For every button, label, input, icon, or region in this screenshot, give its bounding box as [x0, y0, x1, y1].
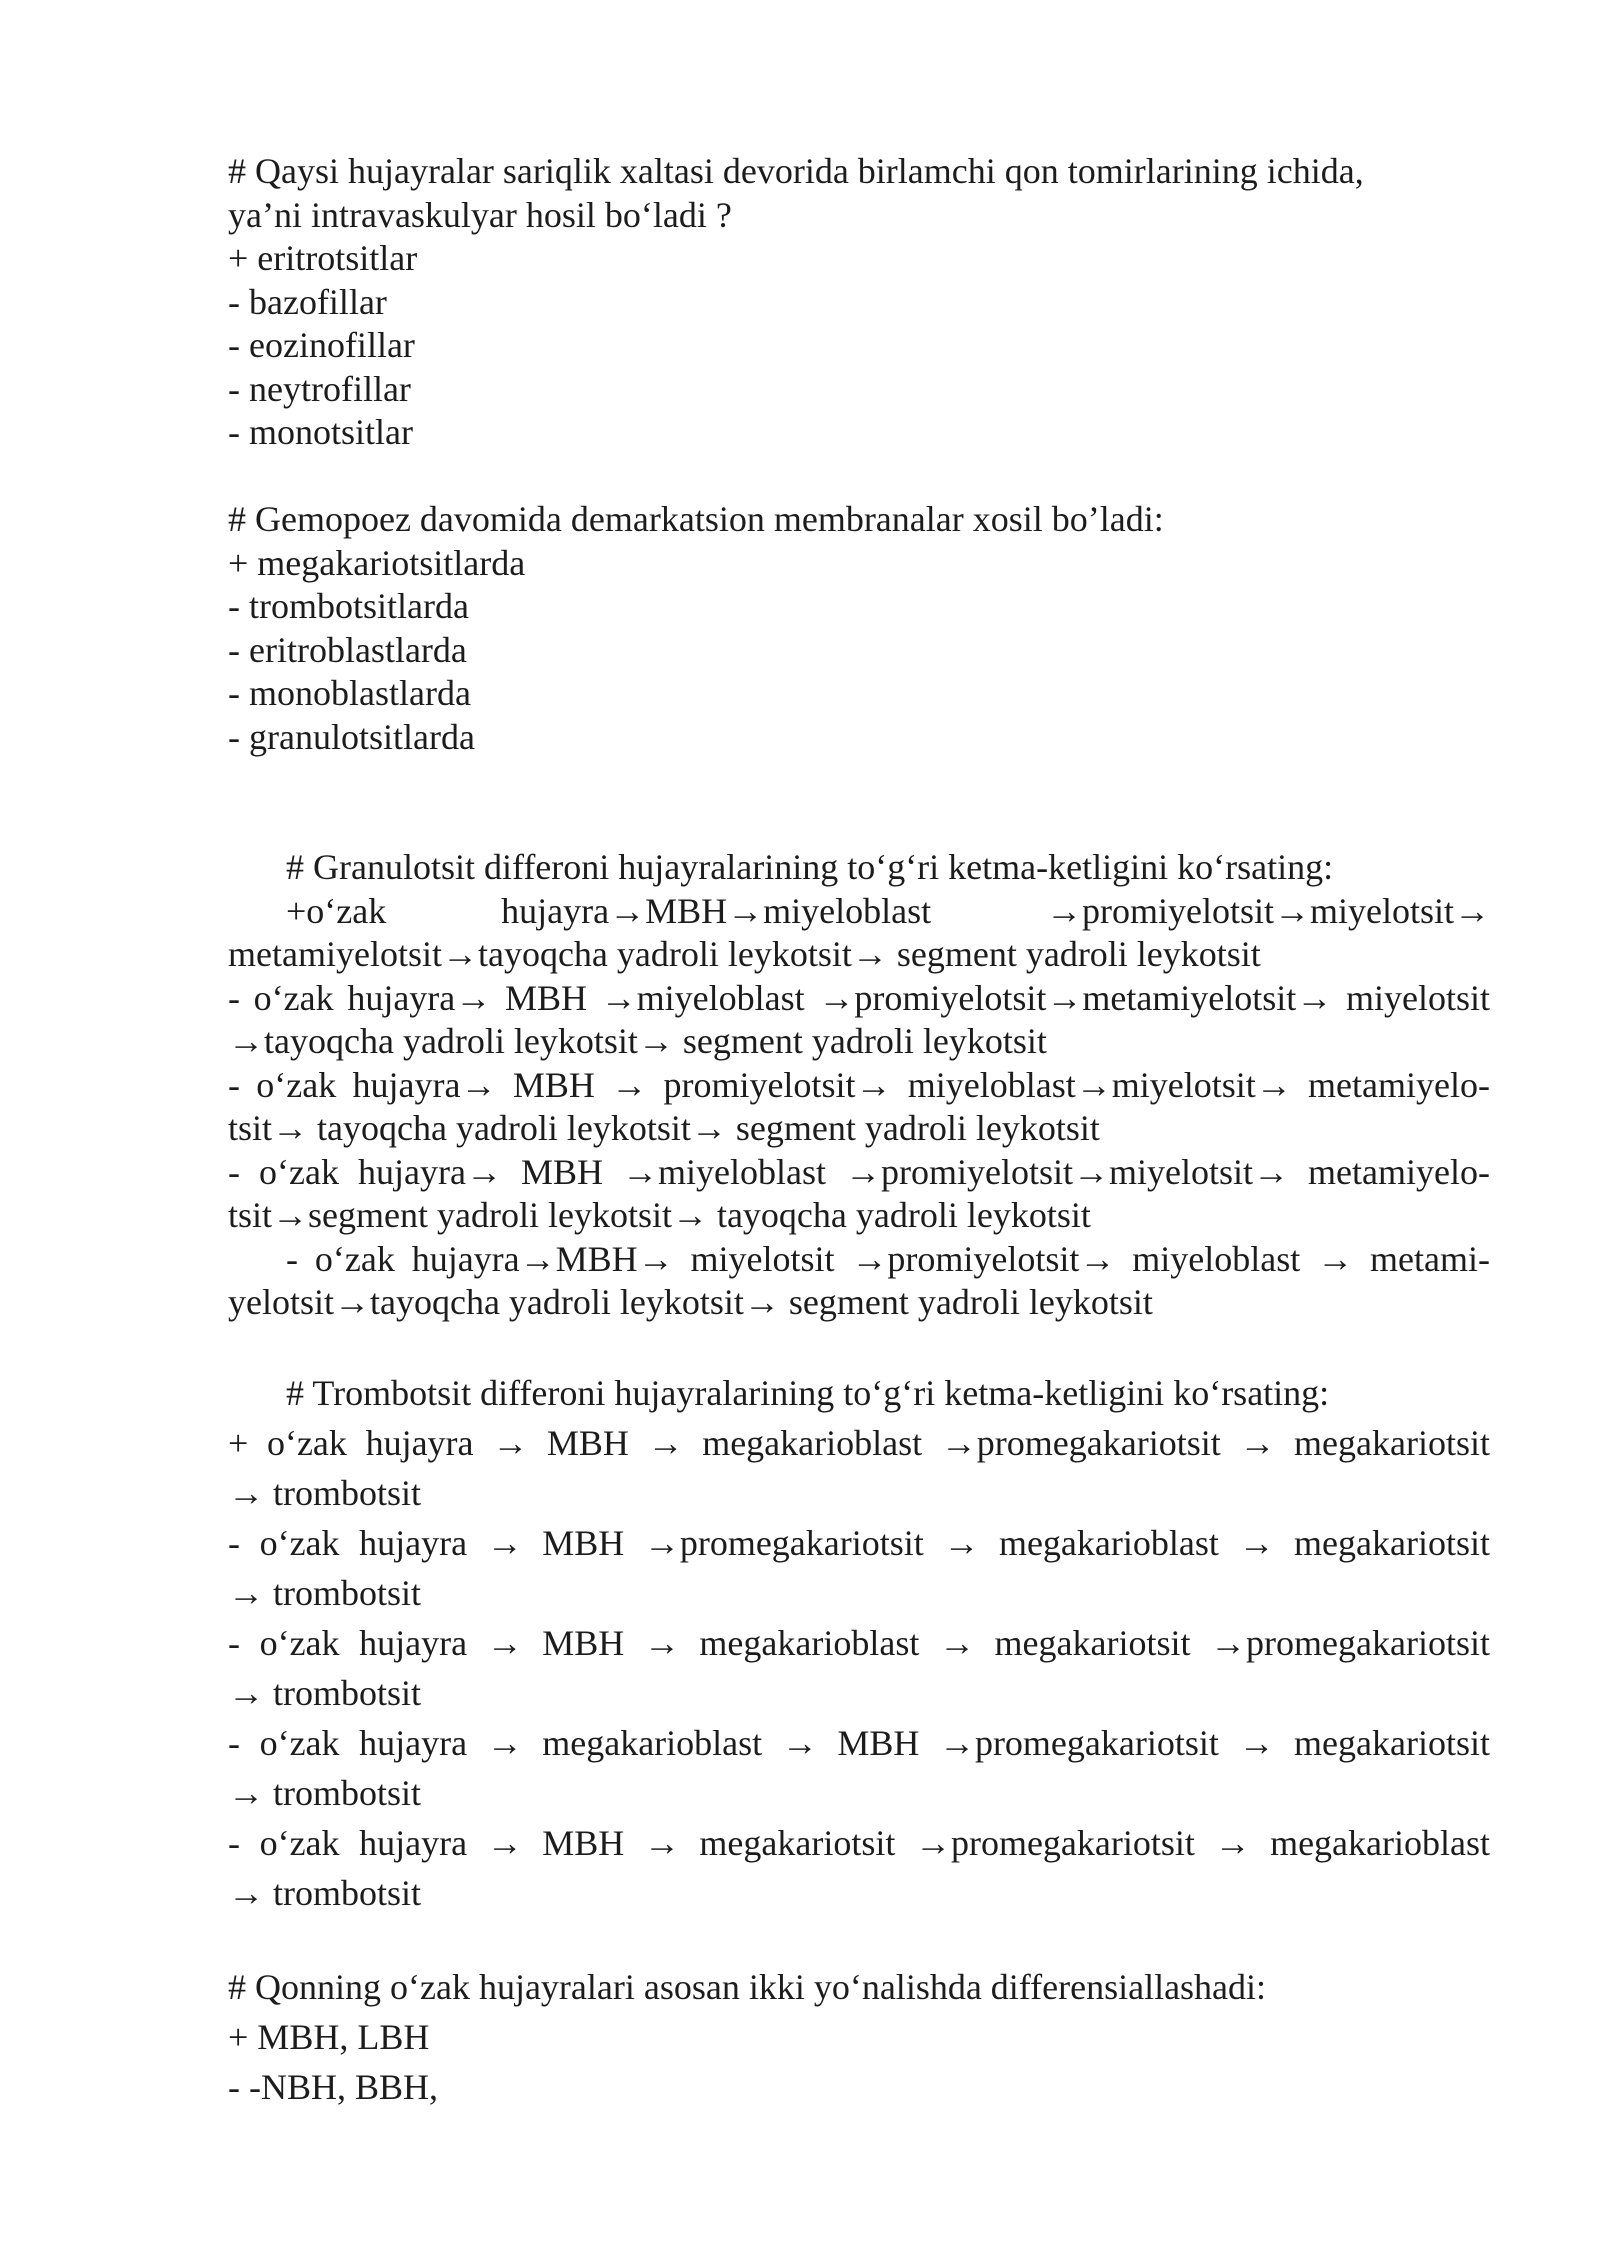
question-5	[228, 1962, 1490, 2112]
answer-correct: + o‘zak hujayra → MBH → megakarioblast →promegakariotsit → megakariotsit	[228, 1423, 1490, 1463]
answer-correct: + eritrotsitlar	[228, 238, 418, 278]
answer-correct-cont: → trombotsit	[228, 1473, 422, 1513]
answer-option: - o‘zak hujayra→MBH→ miyelotsit →promiyelotsit→ miyeloblast → metami-	[286, 1238, 1490, 1279]
answer-option-cont: → trombotsit	[228, 1773, 422, 1813]
answer-option-cont: yelotsit→tayoqcha yadroli leykotsit→ segment yadroli leykotsit	[228, 1282, 1153, 1322]
answer-option: - eozinofillar	[228, 325, 415, 365]
answer-correct: +o‘zak hujayra→MBH→miyeloblast →promiyelotsit→miyelotsit→	[286, 890, 1490, 931]
answer-option: - o‘zak hujayra→ MBH →miyeloblast →promiyelotsit→miyelotsit→ metamiyelo-	[228, 1151, 1490, 1192]
answer-option: - monoblastlarda	[228, 673, 471, 713]
answer-option-cont: → trombotsit	[228, 1673, 422, 1713]
question-2	[228, 498, 1490, 759]
document-body	[228, 150, 1490, 2155]
question-1	[228, 150, 1490, 455]
answer-option: - neytrofillar	[228, 368, 411, 409]
answer-option: - o‘zak hujayra→ MBH →miyeloblast →promiyelotsit→metamiyelotsit→ miyelotsit	[228, 977, 1490, 1018]
answer-option-cont: →tayoqcha yadroli leykotsit→ segment yadroli leykotsit	[228, 1021, 1047, 1061]
answer-option: - eritroblastlarda	[228, 629, 467, 670]
answer-option-cont: → trombotsit	[228, 1573, 422, 1613]
answer-option: - trombotsitlarda	[228, 586, 469, 626]
answer-correct: + MBH, LBH	[228, 2016, 430, 2057]
question-1-text-cont: ya’ni intravaskulyar hosil bo‘ladi ?	[228, 194, 732, 235]
answer-option: - granulotsitlarda	[228, 716, 475, 757]
question-4	[228, 1368, 1490, 1918]
answer-correct: + megakariotsitlarda	[228, 542, 526, 583]
answer-option: - o‘zak hujayra → megakarioblast → MBH →promegakariotsit → megakariotsit	[228, 1723, 1490, 1763]
question-1-text: # Qaysi hujayralar sariqlik xaltasi devorida birlamchi qon tomirlarining ichida,	[228, 151, 1364, 191]
answer-option: - o‘zak hujayra → MBH → megakarioblast → megakariotsit →promegakariotsit	[228, 1623, 1490, 1663]
question-3-text: # Granulotsit differoni hujayralarining to‘g‘ri ketma-ketligini ko‘rsating:	[286, 847, 1334, 887]
answer-option: - monotsitlar	[228, 412, 413, 452]
question-2-text: # Gemopoez davomida demarkatsion membranalar xosil bo’ladi:	[228, 499, 1164, 539]
answer-option-cont: tsit→ tayoqcha yadroli leykotsit→ segment yadroli leykotsit	[228, 1108, 1100, 1148]
answer-option: - o‘zak hujayra → MBH → megakariotsit →promegakariotsit → megakarioblast	[228, 1823, 1490, 1863]
question-5-text: # Qonning o‘zak hujayralari asosan ikki yo‘nalishda differensiallashadi:	[228, 1966, 1267, 2007]
answer-option-cont: → trombotsit	[228, 1873, 422, 1913]
answer-option: - -NBH, BBH,	[228, 2066, 439, 2107]
answer-option: - o‘zak hujayra→ MBH → promiyelotsit→ miyeloblast→miyelotsit→ metamiyelo-	[228, 1064, 1490, 1105]
answer-option-cont: tsit→segment yadroli leykotsit→ tayoqcha yadroli leykotsit	[228, 1195, 1091, 1235]
answer-correct-cont: metamiyelotsit→tayoqcha yadroli leykotsit→ segment yadroli leykotsit	[228, 934, 1261, 974]
answer-option: - o‘zak hujayra → MBH →promegakariotsit → megakarioblast → megakariotsit	[228, 1523, 1490, 1563]
question-4-text: # Trombotsit differoni hujayralarining to‘g‘ri ketma-ketligini ko‘rsating:	[286, 1373, 1330, 1413]
question-3	[228, 846, 1490, 1325]
answer-option: - bazofillar	[228, 281, 387, 322]
